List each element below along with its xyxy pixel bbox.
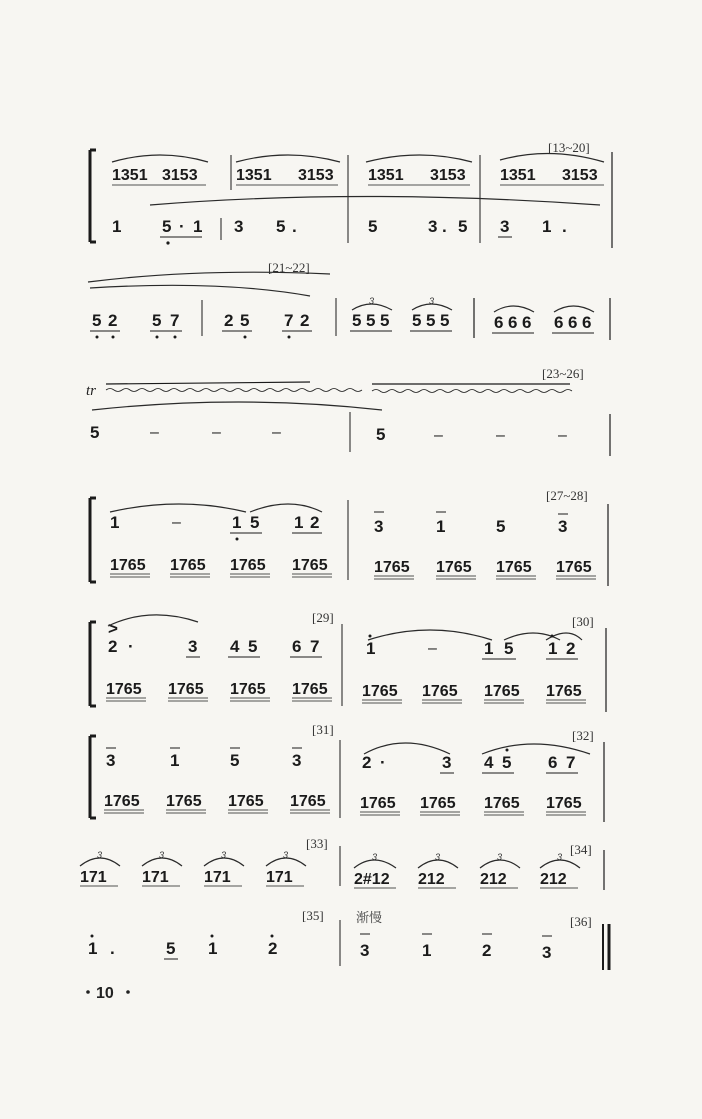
note: 1 xyxy=(88,939,98,958)
page-number: 10 xyxy=(96,985,114,1002)
note: 6 xyxy=(582,313,592,332)
note-group: 1765 xyxy=(436,559,472,576)
note-group: 1765 xyxy=(360,795,396,812)
rehearsal-marker: [27~28] xyxy=(546,488,588,503)
note: 3 xyxy=(374,517,384,536)
trill-mark: tr xyxy=(86,383,97,399)
rehearsal-marker: [32] xyxy=(572,728,594,743)
note-group: 212 xyxy=(418,871,445,888)
note: 5 xyxy=(458,217,468,236)
note-group: 1765 xyxy=(422,683,458,700)
tempo-marking: 渐慢 xyxy=(356,911,383,926)
note: 5 xyxy=(248,637,258,656)
note-group: 3153 xyxy=(562,167,598,184)
note: 3 xyxy=(188,637,198,656)
triplet-mark: 3 xyxy=(429,296,435,306)
note: 2 xyxy=(108,637,118,656)
note-group: 1765 xyxy=(374,559,410,576)
note: 2 xyxy=(362,753,372,772)
note: 5 xyxy=(440,311,450,330)
rehearsal-marker: [31] xyxy=(312,722,334,737)
note-group: 1765 xyxy=(110,557,146,574)
note: 5 xyxy=(502,753,512,772)
note-group: 1765 xyxy=(420,795,456,812)
note-group: 171 xyxy=(142,869,169,886)
note: 3 xyxy=(234,217,244,236)
note-dot: . xyxy=(562,217,567,236)
note: 2 xyxy=(566,639,576,658)
rehearsal-marker: [30] xyxy=(572,614,594,629)
note-dot: · xyxy=(128,637,134,656)
note-group: 1351 xyxy=(368,167,404,184)
note-group: 1765 xyxy=(546,683,582,700)
note: 1 xyxy=(542,217,552,236)
note: 5 xyxy=(376,425,386,444)
rehearsal-marker: [23~26] xyxy=(542,366,584,381)
system-row-7 xyxy=(80,836,604,890)
note-group: 1351 xyxy=(500,167,536,184)
note: 1 xyxy=(110,513,120,532)
note: 5 xyxy=(352,311,362,330)
note-group: 3153 xyxy=(162,167,198,184)
note-group: 171 xyxy=(80,869,107,886)
note: 5 xyxy=(276,217,286,236)
rehearsal-marker: [13~20] xyxy=(548,140,590,155)
note: 4 xyxy=(484,753,494,772)
note-group: 1765 xyxy=(166,793,202,810)
note-group: 3153 xyxy=(298,167,334,184)
hold-dash: – xyxy=(428,640,437,657)
note: 6 xyxy=(554,313,564,332)
note-group: 1765 xyxy=(230,557,266,574)
note: 1 xyxy=(208,939,218,958)
note: 5 xyxy=(412,311,422,330)
note: 1 xyxy=(112,217,122,236)
rehearsal-marker: [35] xyxy=(302,908,324,923)
note: 5 xyxy=(230,751,240,770)
note: 5 xyxy=(166,939,176,958)
note-group: 1351 xyxy=(112,167,148,184)
note: 2 xyxy=(268,939,278,958)
note: 3 xyxy=(292,751,302,770)
note: 3 xyxy=(360,941,370,960)
rehearsal-marker: [36] xyxy=(570,914,592,929)
note: 3 xyxy=(428,217,438,236)
system-row-6 xyxy=(90,722,604,822)
triplet-mark: 3 xyxy=(435,852,441,862)
system-row-3 xyxy=(86,366,610,456)
hold-dash: – xyxy=(558,427,567,444)
system-row-4 xyxy=(90,488,608,586)
note-group: 2#12 xyxy=(354,871,390,888)
note: 6 xyxy=(508,313,518,332)
triplet-mark: 3 xyxy=(159,850,165,860)
note: 5 xyxy=(368,217,378,236)
note: 6 xyxy=(568,313,578,332)
note-group: 1765 xyxy=(230,681,266,698)
note-group: 1765 xyxy=(484,683,520,700)
triplet-mark: 3 xyxy=(221,850,227,860)
note-group: 1765 xyxy=(484,795,520,812)
note: 5 xyxy=(240,311,250,330)
note-group: 1765 xyxy=(228,793,264,810)
note-group: 1765 xyxy=(546,795,582,812)
note-dot: . xyxy=(442,217,447,236)
note: 1 xyxy=(294,513,304,532)
note: 5 xyxy=(250,513,260,532)
note: 7 xyxy=(170,311,180,330)
note: 3 xyxy=(442,753,452,772)
note-group: 3153 xyxy=(430,167,466,184)
note: 1 xyxy=(548,639,558,658)
note: 1 xyxy=(232,513,242,532)
triplet-mark: 3 xyxy=(369,296,375,306)
note-dot: . xyxy=(292,217,297,236)
hold-dash: – xyxy=(272,424,281,441)
note: 6 xyxy=(522,313,532,332)
note: 5 xyxy=(152,311,162,330)
note-group: 1765 xyxy=(106,681,142,698)
triplet-mark: 3 xyxy=(97,850,103,860)
note: 5 xyxy=(90,423,100,442)
note: 3 xyxy=(558,517,568,536)
system-row-1 xyxy=(90,140,612,248)
note: 2 xyxy=(108,311,118,330)
note-dot: · xyxy=(380,753,386,772)
note-dot: . xyxy=(110,939,115,958)
note-group: 212 xyxy=(480,871,507,888)
note: 5 xyxy=(92,311,102,330)
note-group: 1765 xyxy=(168,681,204,698)
page-footer xyxy=(86,985,130,1002)
triplet-mark: 3 xyxy=(372,852,378,862)
note-group: 1765 xyxy=(290,793,326,810)
note: 1 xyxy=(366,639,376,658)
note-group: 1765 xyxy=(292,681,328,698)
note: 3 xyxy=(500,217,510,236)
note: 2 xyxy=(482,941,492,960)
triplet-mark: 3 xyxy=(283,850,289,860)
triplet-mark: 3 xyxy=(557,852,563,862)
note-group: 171 xyxy=(204,869,231,886)
note: 1 xyxy=(193,217,203,236)
note: 3 xyxy=(542,943,552,962)
note: 5 xyxy=(380,311,390,330)
note: 1 xyxy=(170,751,180,770)
rehearsal-marker: [34] xyxy=(570,842,592,857)
note: 2 xyxy=(300,311,310,330)
note-group: 1765 xyxy=(170,557,206,574)
note: 1 xyxy=(422,941,432,960)
note: 6 xyxy=(494,313,504,332)
hold-dash: – xyxy=(496,427,505,444)
note: 5 xyxy=(162,217,172,236)
note: 5 xyxy=(496,517,506,536)
system-row-2 xyxy=(88,260,610,340)
note: 3 xyxy=(106,751,116,770)
note-group: 1765 xyxy=(556,559,592,576)
note: 6 xyxy=(548,753,558,772)
note: 6 xyxy=(292,637,302,656)
hold-dash: – xyxy=(434,427,443,444)
rehearsal-marker: [21~22] xyxy=(268,260,310,275)
note: 4 xyxy=(230,637,240,656)
triplet-mark: 3 xyxy=(497,852,503,862)
note-group: 212 xyxy=(540,871,567,888)
system-row-5 xyxy=(90,610,606,712)
hold-dash: – xyxy=(150,424,159,441)
note-group: 171 xyxy=(266,869,293,886)
note-group: 1765 xyxy=(104,793,140,810)
note: 1 xyxy=(436,517,446,536)
rehearsal-marker: [33] xyxy=(306,836,328,851)
note: 2 xyxy=(310,513,320,532)
note: 5 xyxy=(366,311,376,330)
hold-dash: – xyxy=(172,514,181,531)
note: 5 xyxy=(504,639,514,658)
accent-mark: > xyxy=(108,619,118,638)
note-group: 1765 xyxy=(362,683,398,700)
note: 1 xyxy=(484,639,494,658)
note-group: 1765 xyxy=(496,559,532,576)
hold-dash: – xyxy=(212,424,221,441)
rehearsal-marker: [29] xyxy=(312,610,334,625)
note-group: 1765 xyxy=(292,557,328,574)
note: 5 xyxy=(426,311,436,330)
note: 7 xyxy=(310,637,320,656)
note-dot: · xyxy=(179,217,185,236)
note-group: 1351 xyxy=(236,167,272,184)
note: 7 xyxy=(566,753,576,772)
note: 2 xyxy=(224,311,234,330)
note: 7 xyxy=(284,311,294,330)
system-row-8 xyxy=(88,908,609,970)
